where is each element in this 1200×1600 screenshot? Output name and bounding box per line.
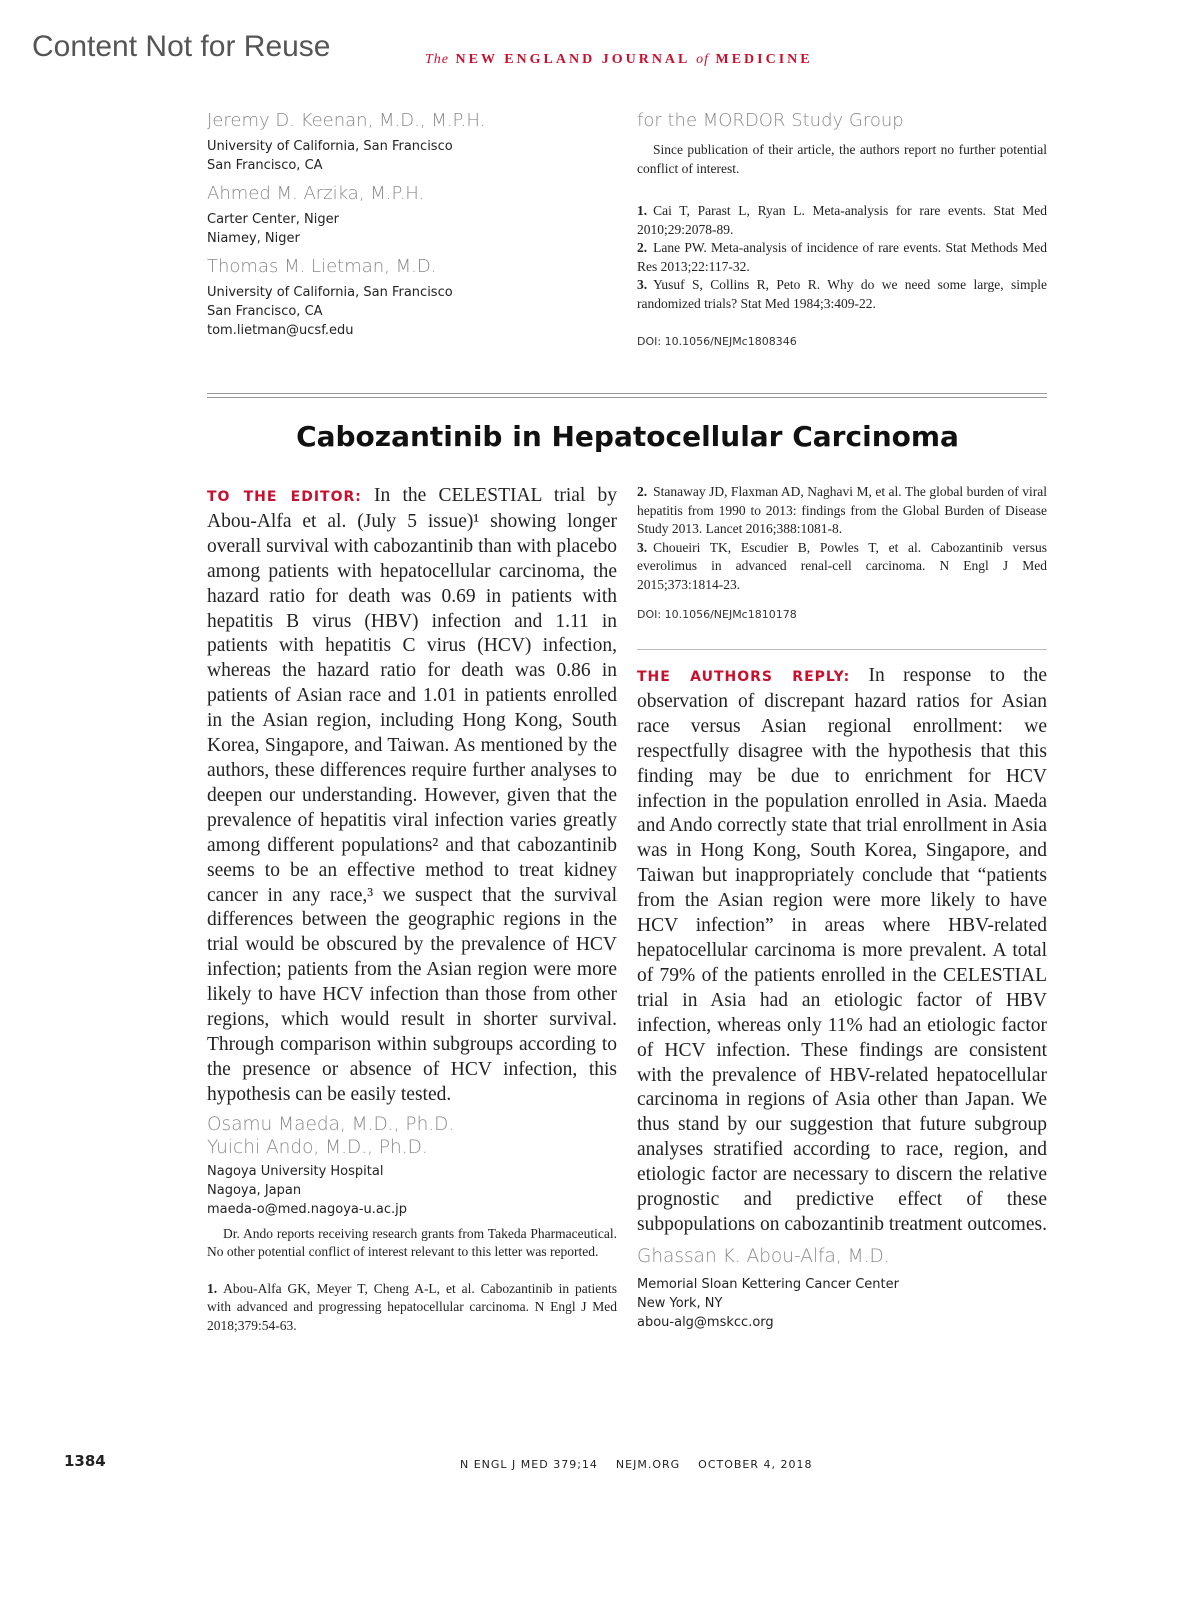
aff-line: Nagoya University Hospital	[207, 1163, 384, 1179]
reference-item	[637, 276, 1047, 313]
reference-item	[207, 1280, 617, 1336]
reply-body	[637, 664, 1047, 1238]
divider	[207, 397, 1047, 398]
ref-text: Abou-Alfa GK, Meyer T, Cheng A-L, et al. Cabozantinib in patients with advanced and progressing hepatocellular carcinoma. N Engl J Med 2018;379:54-63.	[207, 1280, 617, 1333]
aff-line: Memorial Sloan Kettering Cancer Center	[637, 1276, 899, 1292]
author-name: Jeremy D. Keenan, M.D., M.P.H.	[207, 110, 486, 131]
ref-text: Yusuf S, Collins R, Peto R. Why do we need some large, simple randomized trials? Stat Med 1984;3:409-22.	[637, 277, 1047, 311]
aff-line: Nagoya, Japan	[207, 1182, 302, 1198]
author-affiliation	[637, 1275, 1047, 1332]
disclosure: Since publication of their article, the authors report no further potential conflict of interest.	[637, 142, 1047, 176]
journal-masthead	[425, 52, 813, 68]
ref-number: 3.	[637, 277, 648, 292]
author-name: Osamu Maeda, M.D., Ph.D.	[207, 1113, 455, 1135]
reference-item	[637, 239, 1047, 276]
letter-column	[207, 484, 617, 1335]
letter-lead: TO THE EDITOR:	[207, 489, 362, 505]
reply-lead: THE AUTHORS REPLY:	[637, 669, 851, 685]
reference-list	[637, 202, 1047, 313]
author-affiliation	[207, 137, 617, 175]
author-name: Yuichi Ando, M.D., Ph.D.	[207, 1136, 428, 1158]
disclosure: Dr. Ando reports receiving research grants from Takeda Pharmaceutical. No other potential conflict of interest relevant to this letter was reported.	[207, 1225, 617, 1260]
study-group: for the MORDOR Study Group	[637, 110, 904, 131]
masthead-part2: MEDICINE	[715, 52, 813, 67]
divider	[207, 393, 1047, 394]
footer-citation	[460, 1458, 813, 1471]
ref-number: 1.	[207, 1280, 218, 1296]
aff-line: San Francisco, CA	[207, 304, 323, 319]
aff-line: University of California, San Francisco	[207, 285, 453, 300]
ref-number: 3.	[637, 539, 648, 555]
reference-item	[637, 483, 1047, 539]
author-email[interactable]: abou-alg@mskcc.org	[637, 1314, 774, 1330]
ref-text: Choueiri TK, Escudier B, Powles T, et al. Cabozantinib versus everolimus in advanced renal-cell carcinoma. N Engl J Med 2015;373:1814-23.	[637, 539, 1047, 592]
ref-text: Stanaway JD, Flaxman AD, Naghavi M, et al. The global burden of viral hepatitis from 1990 to 2013: findings from the Global Burden of Disease Study 2013. Lancet 2016;388:1081-8.	[637, 484, 1047, 536]
masthead-of: of	[696, 52, 709, 67]
letter-body	[207, 484, 617, 1108]
reply-column	[637, 483, 1047, 1332]
masthead-part1: NEW ENGLAND JOURNAL	[455, 52, 690, 67]
doi[interactable]: DOI: 10.1056/NEJMc1810178	[637, 608, 797, 621]
reply-text: In response to the observation of discrepant hazard ratios for Asian race versus Asian regional enrollment: we respectfully disagree with the hypothesis that this finding may be due to enrichment for HCV infection in the population enrolled in Asia. Maeda and Ando correctly state that trial enrollment in Asia was in Hong Kong, South Korea, Singapore, and Taiwan but inappropriately conclude that “patients from the Asian region were more likely to have HCV infection” in areas where HBV-related hepatocellular carcinoma is more prevalent. A total of 79% of the patients enrolled in the CELESTIAL trial in Asia had an etiologic factor of HBV infection, whereas only 11% had an etiologic factor of HCV infection. These findings are consistent with the prevalence of HBV-related hepatocellular carcinoma in regions of Asia other than Japan. We thus stand by our suggestion that future subgroup analyses stratified according to race, region, and etiologic factor are necessary to discern the relative prognostic and predictive effect of these subpopulations on cabozantinib treatment outcomes.	[637, 665, 1048, 1235]
doi[interactable]: DOI: 10.1056/NEJMc1808346	[637, 335, 797, 348]
reference-item	[637, 202, 1047, 239]
aff-line: New York, NY	[637, 1295, 723, 1311]
ref-text: Cai T, Parast L, Ryan L. Meta-analysis for rare events. Stat Med 2010;29:2078-89.	[637, 203, 1047, 237]
masthead-the: The	[425, 52, 449, 67]
issue-date: OCTOBER 4, 2018	[698, 1458, 813, 1471]
ref-text: Lane PW. Meta-analysis of incidence of rare events. Stat Methods Med Res 2013;22:117-32.	[637, 240, 1047, 274]
site[interactable]: NEJM.ORG	[615, 1458, 681, 1471]
previous-letter-signatures	[207, 110, 617, 340]
watermark: Content Not for Reuse	[32, 30, 331, 63]
aff-line: Carter Center, Niger	[207, 212, 339, 227]
page-number: 1384	[64, 1452, 106, 1470]
ref-number: 1.	[637, 203, 648, 218]
ref-number: 2.	[637, 240, 648, 255]
aff-line: San Francisco, CA	[207, 158, 323, 173]
author-name: Thomas M. Lietman, M.D.	[207, 256, 437, 277]
author-affiliation	[207, 1162, 617, 1219]
author-email[interactable]: tom.lietman@ucsf.edu	[207, 323, 354, 338]
reference-item	[637, 539, 1047, 595]
ref-number: 2.	[637, 484, 648, 499]
article-title: Cabozantinib in Hepatocellular Carcinoma	[296, 420, 959, 453]
aff-line: University of California, San Francisco	[207, 139, 453, 154]
author-email[interactable]: maeda-o@med.nagoya-u.ac.jp	[207, 1201, 408, 1217]
aff-line: Niamey, Niger	[207, 231, 300, 246]
divider	[637, 649, 1047, 650]
previous-letter-notes	[637, 110, 1047, 348]
author-affiliation	[207, 210, 617, 248]
author-affiliation	[207, 283, 617, 340]
author-name: Ghassan K. Abou-Alfa, M.D.	[637, 1245, 890, 1267]
letter-text: In the CELESTIAL trial by Abou-Alfa et al. (July 5 issue)¹ showing longer overall survival with cabozantinib than with placebo among patients with hepatocellular carcinoma, the hazard ratio for death was 0.69 in patients with hepatitis B virus (HBV) infection and 1.11 in patients with hepatitis C virus (HCV) infection, whereas the hazard ratio for death was 0.86 in patients of Asian race and 1.01 in patients enrolled in the Asian region, including Hong Kong, South Korea, Singapore, and Taiwan. As mentioned by the authors, these differences require further analyses to deepen our understanding. However, given that the prevalence of hepatitis viral infection varies greatly among different populations² and that cabozantinib seems to be an effective method to treat kidney cancer in any race,³ we suspect that the survival differences between the geographic regions in the trial would be obscured by the prevalence of HCV infection; patients from the Asian region were more likely to have HCV infection than those from other regions, which would result in shorter survival. Through comparison within subgroups according to the presence or absence of HCV infection, this hypothesis can be easily tested.	[207, 485, 617, 1105]
author-name: Ahmed M. Arzika, M.P.H.	[207, 183, 425, 204]
citation: N ENGL J MED 379;14	[460, 1458, 598, 1471]
